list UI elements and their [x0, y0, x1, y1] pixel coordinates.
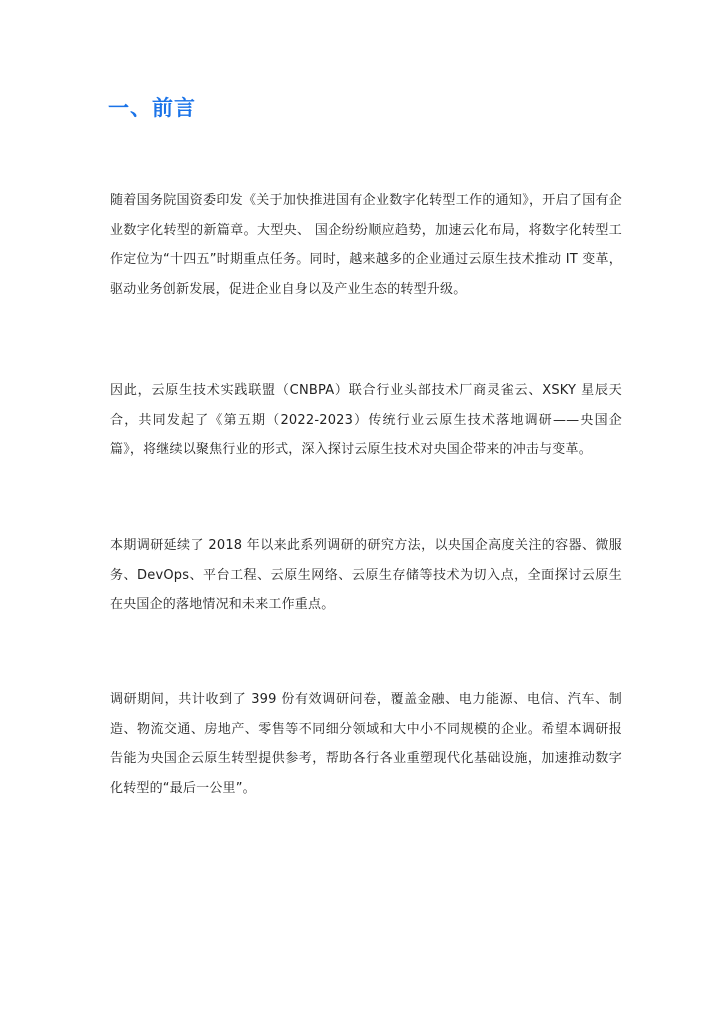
paragraph-survey-initiative: 因此，云原生技术实践联盟（CNBPA）联合行业头部技术厂商灵雀云、XSKY 星辰天合，共同发起了《第五期（2022-2023）传统行业云原生技术落地调研——央国企篇》，将继续以聚焦行业的形式，深入探讨云原生技术对央国企带来的冲击与变革。: [110, 383, 622, 457]
section-heading: 一、前言: [108, 96, 196, 120]
paragraph-survey-scope: 调研期间，共计收到了 399 份有效调研问卷，覆盖金融、电力能源、电信、汽车、制造、物流交通、房地产、零售等不同细分领域和大中小不同规模的企业。希望本调研报告能为央国企云原生转型提供参考，帮助各行各业重塑现代化基础设施，加速推动数字化转型的“最后一公里”。: [110, 692, 622, 796]
paragraph-methodology: 本期调研延续了 2018 年以来此系列调研的研究方法，以央国企高度关注的容器、微服务、DevOps、平台工程、云原生网络、云原生存储等技术为切入点，全面探讨云原生在央国企的落地情况和未来工作重点。: [110, 538, 622, 612]
paragraph-intro: 随着国务院国资委印发《关于加快推进国有企业数字化转型工作的通知》，开启了国有企业数字化转型的新篇章。大型央、 国企纷纷顺应趋势，加速云化布局，将数字化转型工作定位为“十四五”时期重点任务。同时，越来越多的企业通过云原生技术推动 IT 变革，驱动业务创新发展，促进企业自身以及产业生态的转型升级。: [110, 193, 622, 297]
